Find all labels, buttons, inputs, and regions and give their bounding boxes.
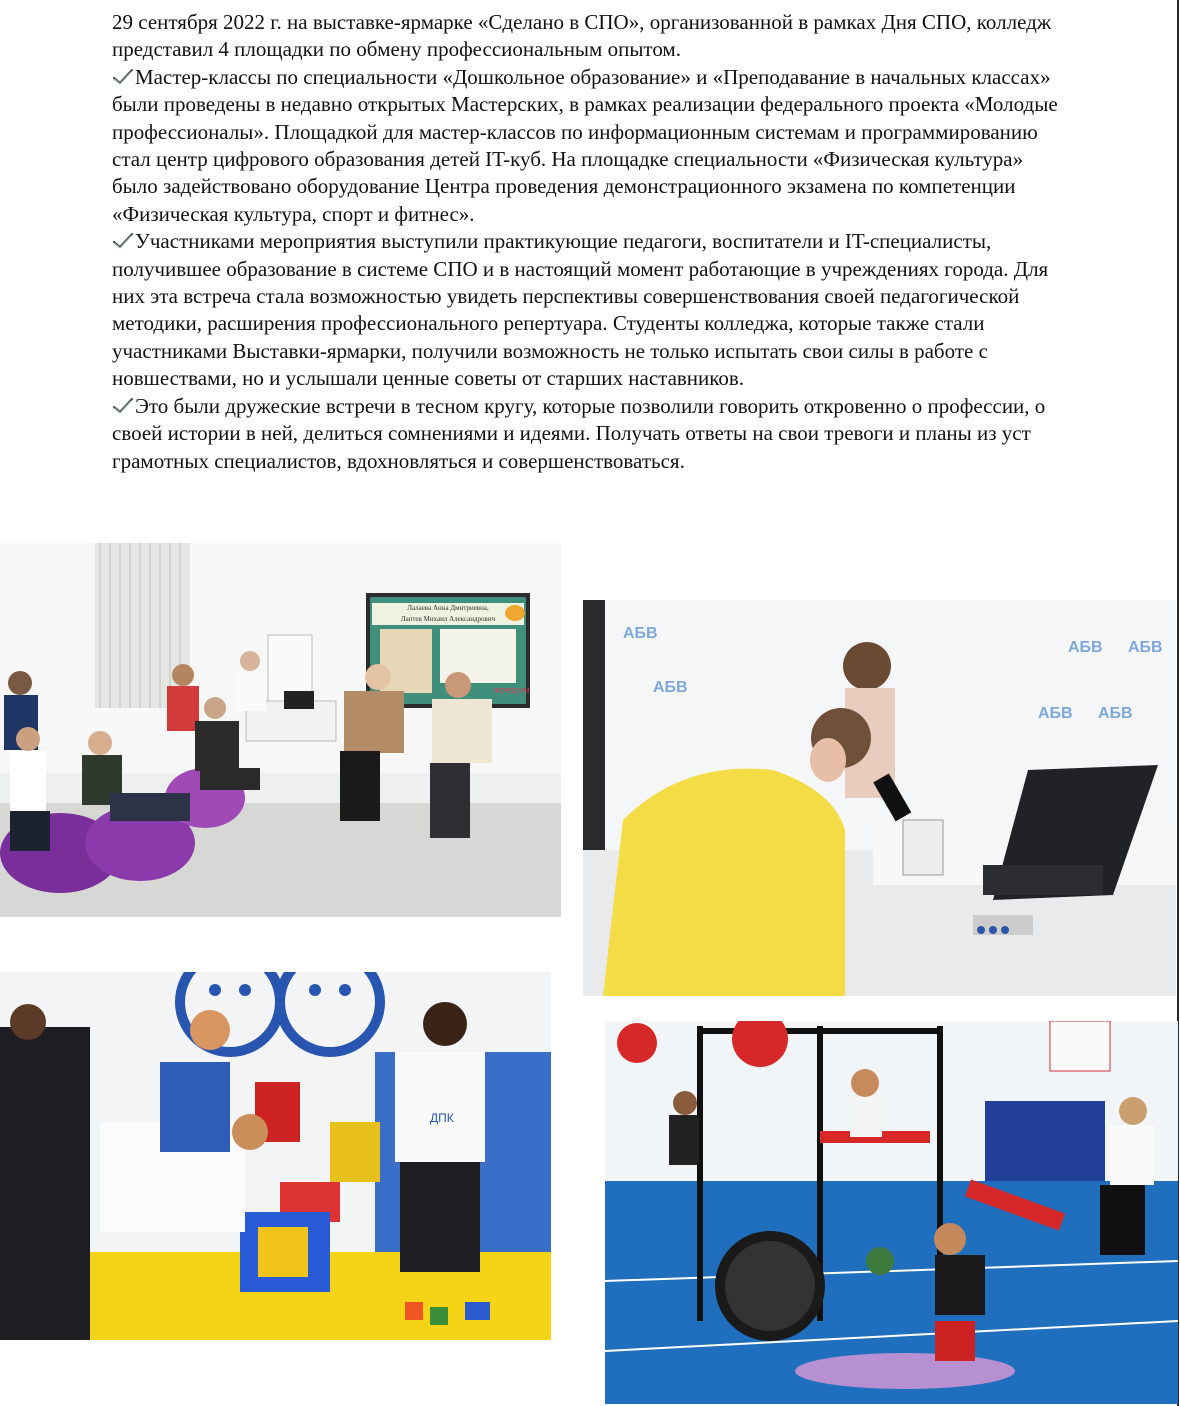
wall-pattern: АБВ bbox=[1038, 705, 1073, 722]
article-intro: 29 сентября 2022 г. на выставке-ярмарке «Сделано в СПО», организованной в рамках Дня СПО, колледж представил 4 площадки по обмену профессиональным опытом. bbox=[112, 10, 1052, 62]
article-text bbox=[112, 9, 1072, 475]
photo-discussion bbox=[0, 543, 561, 917]
article-paragraph-2 bbox=[112, 228, 1072, 392]
screen-logo: ФОТОСУМ bbox=[494, 688, 530, 695]
paragraph-2-text: Участниками мероприятия выступили практикующие педагоги, воспитатели и IT-специалисты, получившее образование в системе СПО и в настоящий момент работающие в учреждениях города. Для них эта встреча стала возможностью увидеть перспективы совершенствования своей педагогической методики, расширения профессионального репертуара. Студенты колледжа, которые также стали участниками Выставки-ярмарки, получили возможность не только испытать свои силы в работе с новшествами, но и услышали ценные советы от старших наставников. bbox=[112, 229, 1049, 391]
wall-pattern: АБВ bbox=[1128, 639, 1163, 656]
photo-preschool bbox=[0, 972, 551, 1340]
wall-pattern: АБВ bbox=[1068, 639, 1103, 656]
article-paragraph-1 bbox=[112, 64, 1072, 228]
paragraph-3-text: Это были дружеские встречи в тесном кругу, которые позволили говорить откровенно о профессии, о своей истории в ней, делиться сомнениями и идеями. Получать ответы на свои тревоги и планы из уст грамотных специалистов, вдохновляться и совершенствоваться. bbox=[112, 393, 1046, 473]
check-mark-icon bbox=[112, 232, 134, 250]
paragraph-1-text: Мастер-классы по специальности «Дошкольное образование» и «Преподавание в начальных классах» были проведены в недавно открытых Мастерских, в рамках реализации федерального проекта «Молодые профессионалы». Площадкой для мастер-классов по информационным системам и программированию стал центр цифрового образования детей IT-куб. На площадке специальности «Физическая культура» было задействовано оборудование Центра проведения демонстрационного экзамена по компетенции «Физическая культура, спорт и фитнес». bbox=[112, 64, 1058, 226]
photo-gym bbox=[605, 1021, 1178, 1404]
article-paragraph-3 bbox=[112, 393, 1072, 475]
screen-name-1: Лалаева Анна Дмитриевна, bbox=[407, 604, 489, 612]
check-mark-icon bbox=[112, 68, 134, 86]
photo-microscope bbox=[583, 600, 1176, 996]
tshirt-logo: ДПК bbox=[430, 1111, 454, 1125]
wall-pattern: АБВ bbox=[653, 679, 688, 696]
wall-pattern: АБВ bbox=[623, 625, 658, 642]
screen-name-2: Лаптев Михаил Александрович bbox=[400, 615, 496, 623]
check-mark-icon bbox=[112, 397, 134, 415]
wall-pattern: АБВ bbox=[1098, 705, 1133, 722]
